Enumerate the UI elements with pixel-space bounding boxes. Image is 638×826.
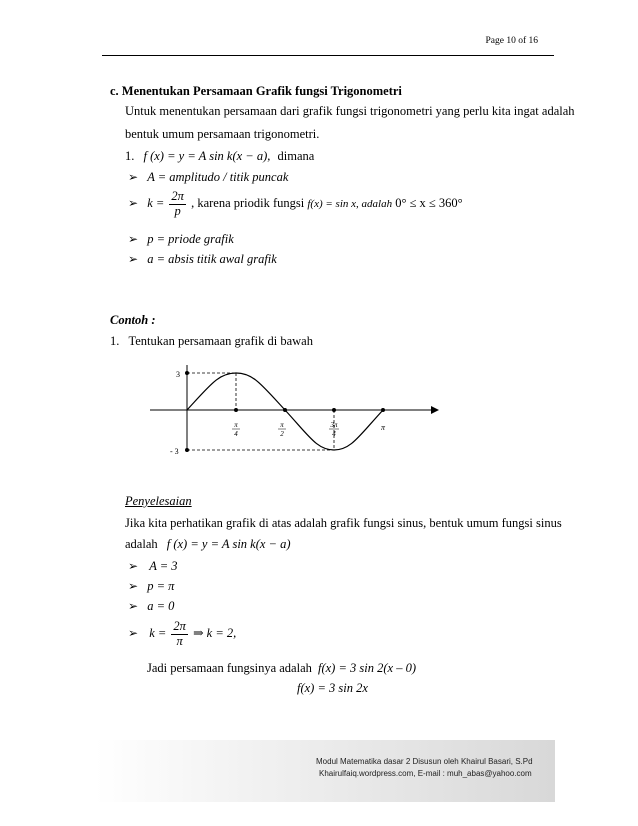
solution-bullet-A	[128, 559, 178, 574]
question-number: 1.	[110, 334, 120, 348]
arrow-bullet-icon: ➢	[128, 559, 139, 573]
arrow-bullet-icon: ➢	[128, 626, 139, 641]
intro-line-1: Untuk menentukan persamaan dari grafik fungsi trigonometri yang perlu kita ingat adalah	[125, 104, 575, 118]
arrow-bullet-icon: ➢	[128, 579, 139, 593]
solution-k-result: ⇒ k = 2,	[193, 626, 237, 641]
x-pi2-den: 2	[280, 430, 284, 438]
x-pi-point	[381, 408, 385, 412]
y-min-point	[185, 448, 189, 452]
arrow-bullet-icon: ➢	[128, 196, 139, 211]
k-equals: k =	[147, 196, 165, 211]
solution-bullet-a	[128, 599, 174, 614]
bullet-amplitude	[128, 170, 288, 185]
general-formula: f (x) = y = A sin k(x − a),	[143, 149, 271, 163]
footer-line-2: Khairulfaiq.wordpress.com, E-mail : muh_abas@yahoo.com	[319, 769, 532, 778]
x-3pi4-num: 3π	[330, 421, 338, 429]
sine-graph	[140, 360, 450, 470]
final-answer: f(x) = 3 sin 2x	[297, 681, 368, 695]
question-text: Tentukan persamaan grafik di bawah	[128, 334, 313, 348]
solution-line-2-prefix: adalah	[125, 537, 158, 551]
header-rule	[102, 55, 554, 56]
solution-heading: Penyelesaian	[125, 494, 192, 508]
bullet-abscissa	[128, 252, 277, 267]
formula-number: 1.	[125, 149, 135, 163]
solution-a-text: a = 0	[147, 599, 175, 613]
intro-line-2: bentuk umum persamaan trigonometri.	[125, 127, 320, 141]
k-explanation: , karena priodik fungsi	[191, 196, 305, 211]
solution-k-equals: k =	[149, 626, 167, 641]
arrow-bullet-icon: ➢	[128, 170, 139, 184]
bullet-period-text: p = priode grafik	[147, 232, 234, 246]
solution-k-fraction	[171, 620, 188, 649]
y-bottom-label: - 3	[170, 447, 179, 456]
bullet-period	[128, 232, 234, 247]
section-title: c. Menentukan Persamaan Grafik fungsi Trigonometri	[110, 84, 402, 98]
x-pi4-point	[234, 408, 238, 412]
bullet-abscissa-text: a = absis titik awal grafik	[147, 252, 277, 266]
solution-line-2	[125, 537, 291, 552]
formula-suffix: dimana	[277, 149, 315, 163]
k-fraction-denominator: p	[174, 203, 181, 218]
k-fraction-numerator: 2π	[171, 189, 184, 203]
k-range: 0° ≤ x ≤ 360°	[395, 196, 463, 211]
solution-bullet-k	[128, 620, 236, 649]
y-top-label: 3	[176, 370, 180, 379]
solution-line-1: Jika kita perhatikan grafik di atas adalah grafik fungsi sinus, bentuk umum fungsi sinus	[125, 516, 562, 530]
arrow-bullet-icon: ➢	[128, 232, 139, 246]
arrow-bullet-icon: ➢	[128, 599, 139, 613]
solution-A-text: A = 3	[149, 559, 178, 573]
solution-p-text: p = π	[147, 579, 175, 593]
x-pi2-point	[283, 408, 287, 412]
solution-bullet-p	[128, 579, 174, 594]
conclusion-line	[147, 661, 416, 676]
x-pi-label: π	[380, 423, 386, 432]
conclusion-formula: f(x) = 3 sin 2(x – 0)	[318, 661, 416, 675]
example-title: Contoh :	[110, 313, 156, 327]
x-pi4-num: π	[234, 421, 238, 429]
solution-general-formula: f (x) = y = A sin k(x − a)	[166, 537, 291, 551]
x-pi4-den: 4	[234, 430, 238, 438]
y-max-point	[185, 371, 189, 375]
general-formula-line	[125, 149, 314, 164]
page-number: Page 10 of 16	[485, 36, 538, 46]
example-question	[110, 334, 313, 349]
footer-line-1: Modul Matematika dasar 2 Disusun oleh Khairul Basari, S.Pd	[316, 757, 533, 766]
k-fraction	[169, 190, 186, 219]
solution-k-denominator: π	[176, 633, 183, 648]
bullet-amplitude-text: A = amplitudo / titik puncak	[147, 170, 289, 184]
x-pi2-num: π	[280, 421, 284, 429]
arrow-bullet-icon: ➢	[128, 252, 139, 266]
k-function: f(x) = sin x, adalah	[307, 198, 393, 211]
x-3pi4-den: 4	[332, 430, 336, 438]
x-3pi4-point	[332, 408, 336, 412]
solution-k-numerator: 2π	[173, 619, 186, 633]
conclusion-prefix: Jadi persamaan fungsinya adalah	[147, 661, 312, 675]
bullet-k-definition	[128, 190, 463, 219]
